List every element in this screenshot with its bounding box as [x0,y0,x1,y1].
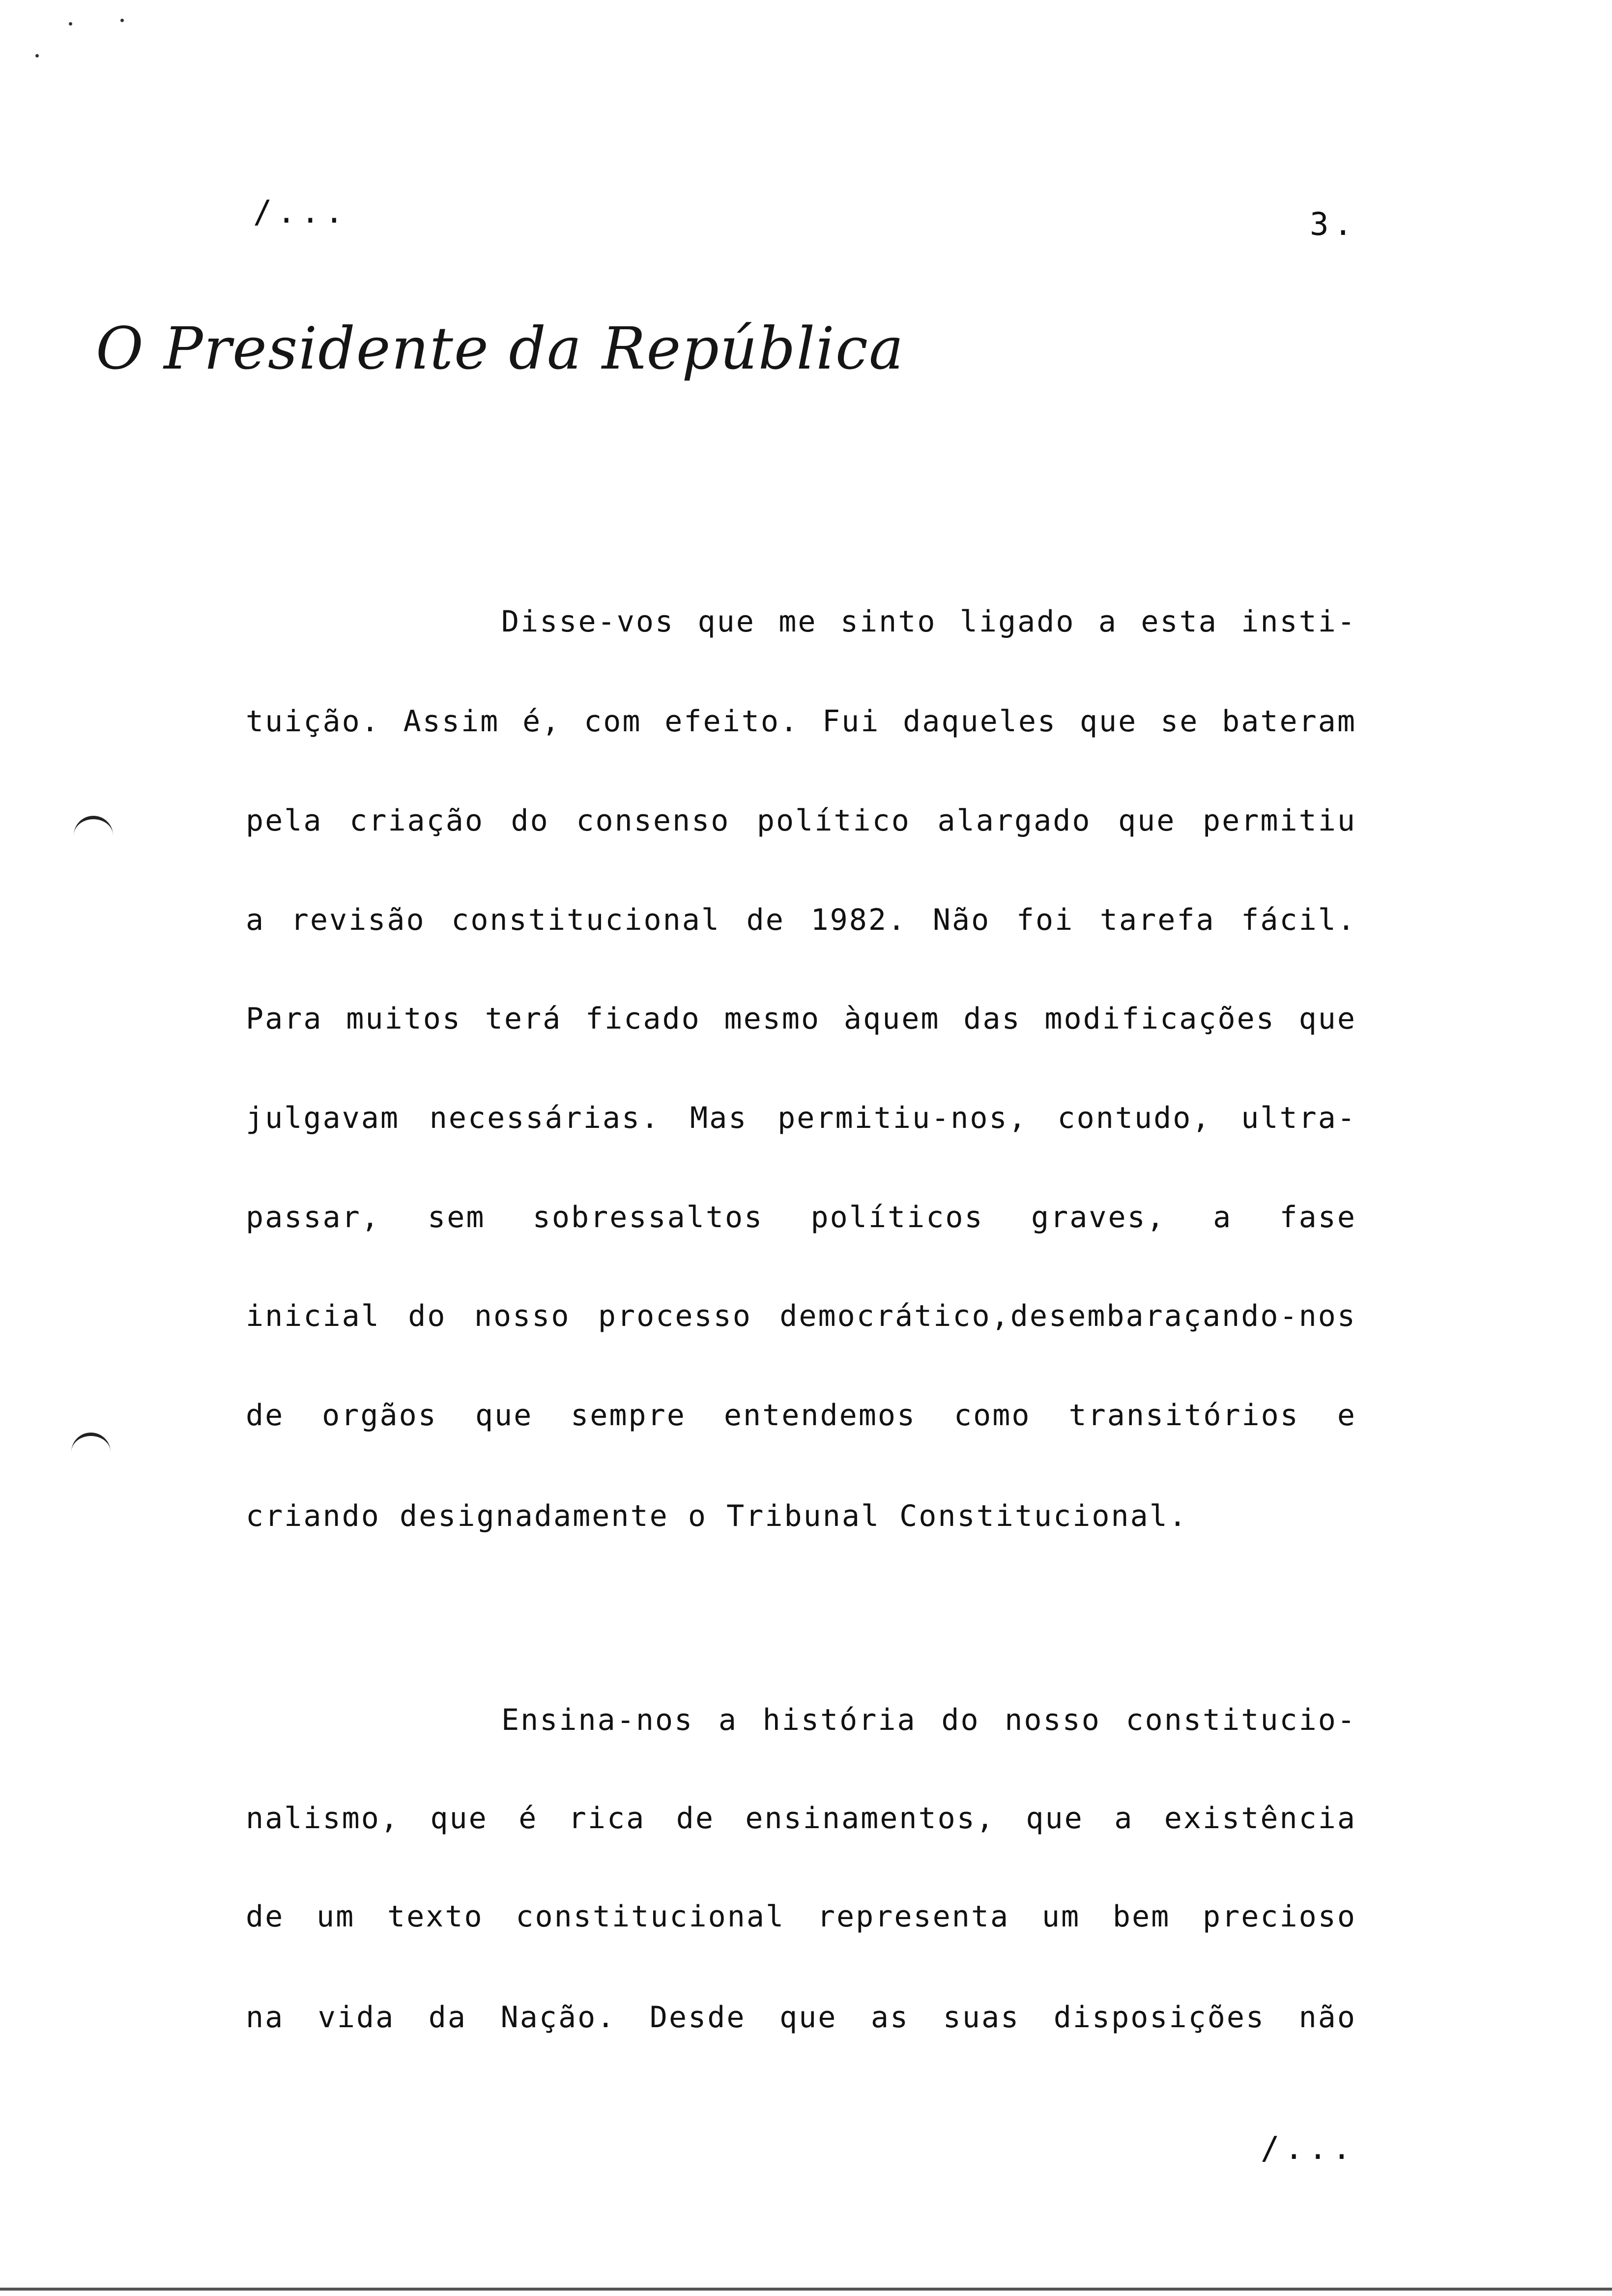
paragraph-1-line: a revisão constitucional de 1982. Não foi tarefa fácil. [246,903,1356,937]
paragraph-2-line: na vida da Nação. Desde que as suas disposições não [246,2000,1356,2035]
continuation-marker-bottom: /... [1261,2130,1356,2167]
scan-speck [120,19,124,22]
paragraph-2-line: Ensina-nos a história do nosso constitucio- [501,1703,1356,1737]
scan-bottom-edge [0,2288,1612,2291]
paragraph-1-line: tuição. Assim é, com efeito. Fui daqueles que se bateram [246,704,1356,739]
paragraph-1-line: de orgãos que sempre entendemos como transitórios e [246,1398,1356,1433]
paragraph-2-line: nalismo, que é rica de ensinamentos, que a existência [246,1801,1356,1836]
paragraph-1-line: criando designadamente o Tribunal Constitucional. [246,1499,1188,1533]
paragraph-1-line: inicial do nosso processo democrático,desembaraçando-nos [246,1299,1356,1333]
paragraph-1-line: Disse-vos que me sinto ligado a esta insti- [501,604,1356,639]
binder-hole-mark [74,816,113,844]
paragraph-1-line: Para muitos terá ficado mesmo àquem das modificações que [246,1002,1356,1036]
paragraph-1-line: passar, sem sobressaltos políticos graves, a fase [246,1200,1356,1234]
paragraph-1-line: julgavam necessárias. Mas permitiu-nos, contudo, ultra- [246,1101,1356,1135]
scan-speck [35,54,39,57]
paragraph-2-line: de um texto constitucional representa um bem precioso [246,1899,1356,1934]
paragraph-1-line: pela criação do consenso político alargado que permitiu [246,804,1356,838]
letterhead-title: O Presidente da República [96,315,905,382]
binder-hole-mark [71,1433,111,1461]
scan-speck [69,22,72,26]
page-number: 3. [1310,206,1358,243]
continuation-marker-top: /... [253,194,349,230]
